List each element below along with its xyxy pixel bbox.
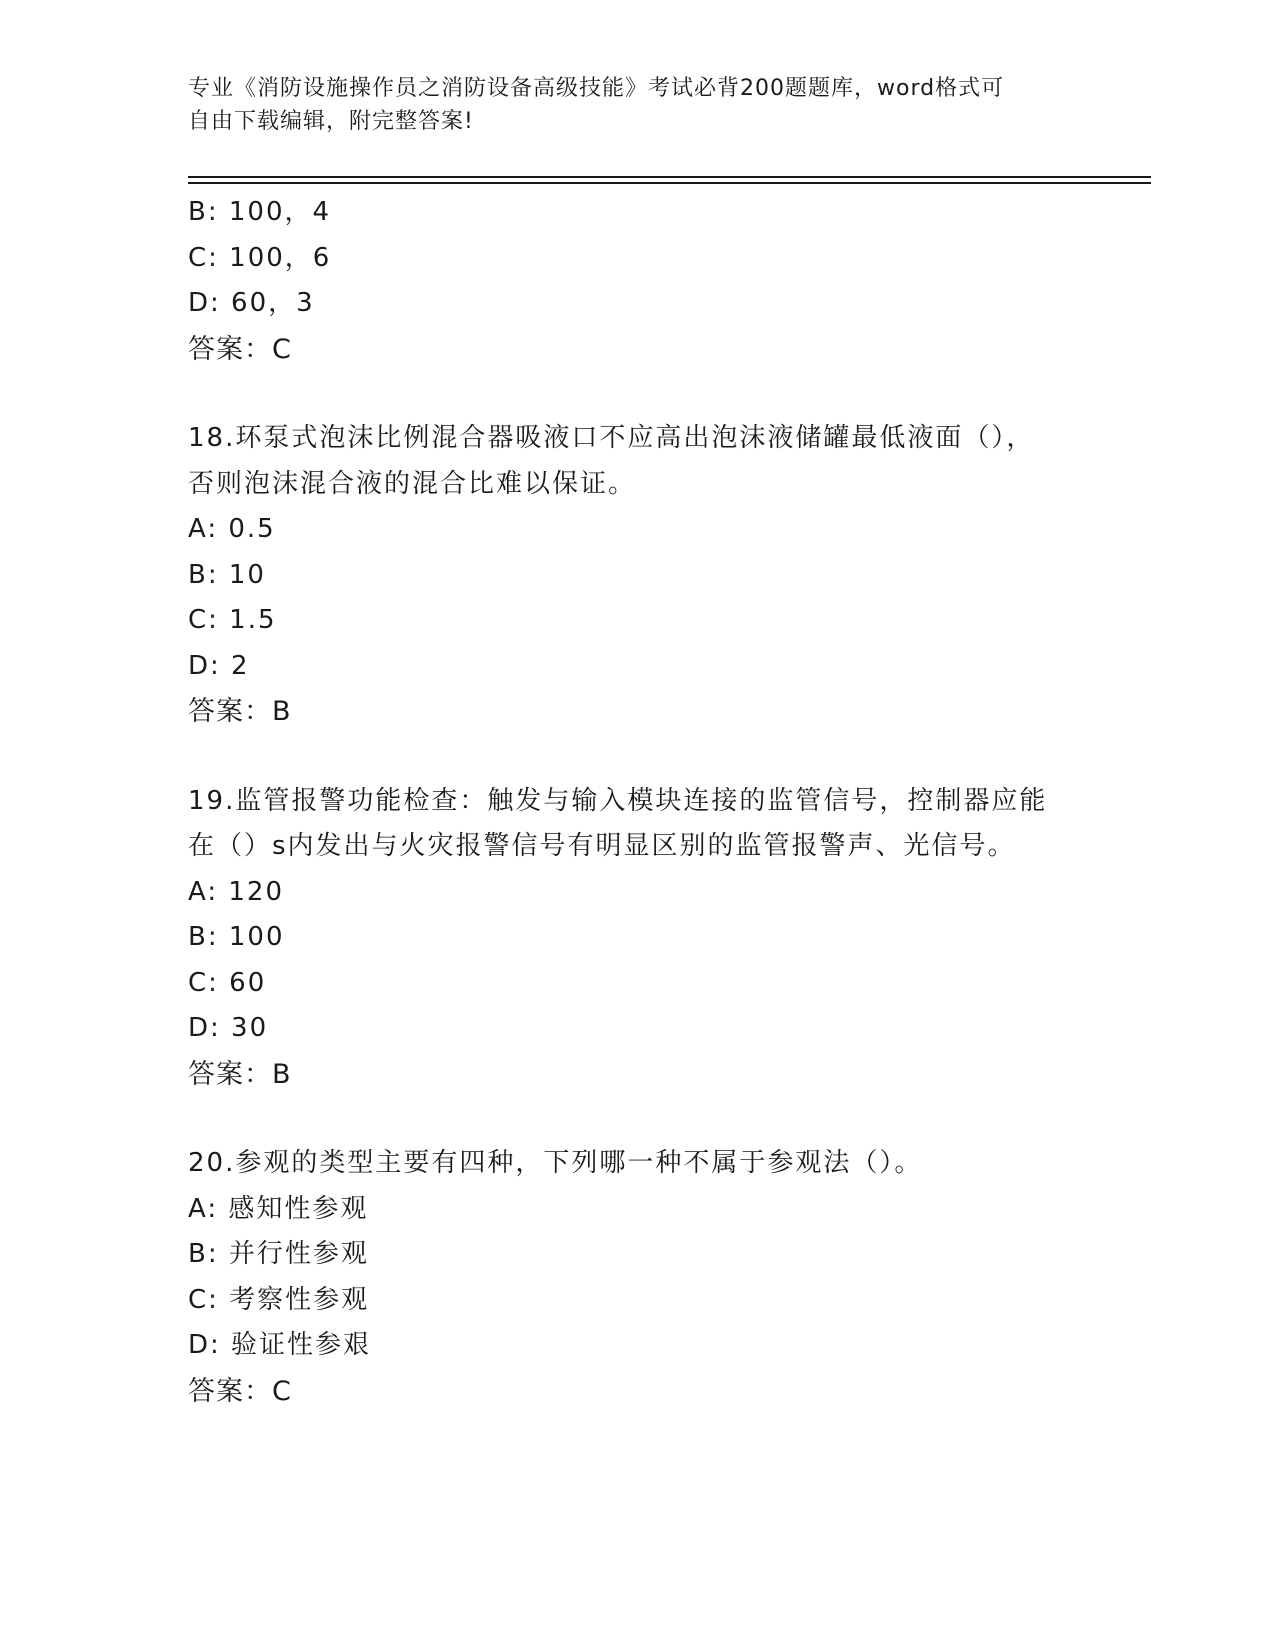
option-b: B: 100 [188,922,285,952]
header-line-2: 自由下载编辑，附完整答案! [188,109,474,134]
spacer [188,1097,1088,1141]
question-list [188,190,1088,1414]
option-c: C: 考察性参观 [188,1284,370,1315]
spacer [188,372,1088,416]
question-stem-line: 18.环泵式泡沫比例混合器吸液口不应高出泡沫液储罐最低液面（）， [188,423,1035,453]
document-header [188,72,1068,138]
option-c: C: 100，6 [188,242,332,273]
answer-line: 答案：B [188,696,292,727]
question-18 [188,416,1088,735]
answer-line: 答案：C [188,333,292,365]
option-b: B: 10 [188,559,266,590]
header-divider-top [188,176,1151,178]
question-stem-line: 20.参观的类型主要有四种，下列哪一种不属于参观法（）。 [188,1148,923,1178]
question-carryover [188,190,1088,372]
question-stem-line: 19.监管报警功能检查：触发与输入模块连接的监管信号，控制器应能 [188,785,1048,816]
option-b: B: 并行性参观 [188,1239,369,1269]
question-stem-line: 否则泡沫混合液的混合比难以保证。 [188,468,637,499]
option-d: D: 60，3 [188,288,315,318]
spacer [188,735,1088,779]
option-c: C: 1.5 [188,605,277,635]
option-d: D: 2 [188,650,250,681]
answer-line: 答案：C [188,1375,292,1407]
question-20 [188,1141,1088,1414]
question-19 [188,779,1088,1098]
option-d: D: 30 [188,1013,269,1043]
header-divider-bottom [188,182,1151,184]
option-c: C: 60 [188,967,267,998]
option-a: A: 120 [188,876,284,907]
option-b: B: 100，4 [188,197,332,227]
answer-line: 答案：B [188,1058,292,1090]
option-a: A: 0.5 [188,514,276,544]
option-d: D: 验证性参艰 [188,1330,372,1360]
header-line-1: 专业《消防设施操作员之消防设备高级技能》考试必背200题题库，word格式可 [188,76,1005,101]
question-stem-line: 在（）s内发出与火灾报警信号有明显区别的监管报警声、光信号。 [188,831,1016,861]
option-a: A: 感知性参观 [188,1193,369,1224]
